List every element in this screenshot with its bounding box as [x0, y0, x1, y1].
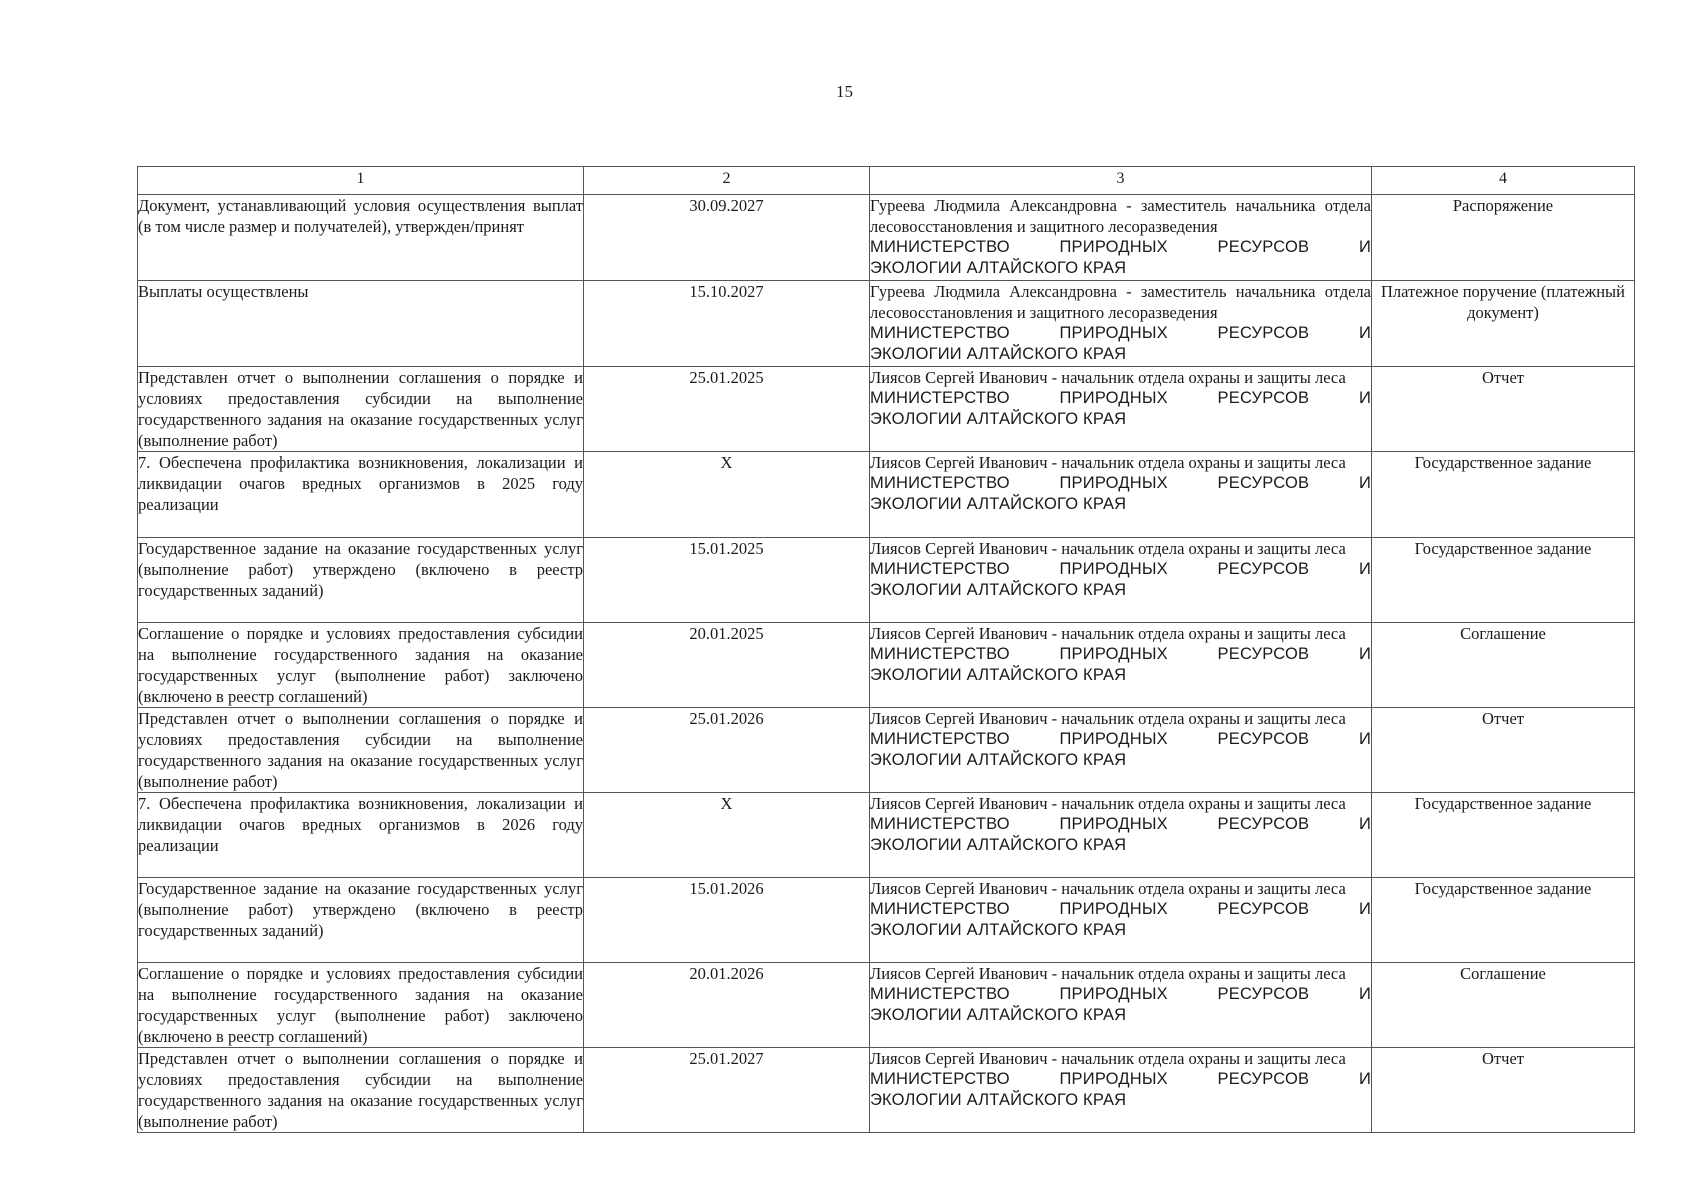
table-row — [138, 195, 1635, 281]
organization-line-1: МИНИСТЕРСТВО ПРИРОДНЫХ РЕСУРСОВ И — [870, 985, 1371, 1003]
responsible-cell — [870, 367, 1372, 452]
table-row — [138, 538, 1635, 623]
document-type-cell: Государственное задание — [1372, 793, 1635, 878]
document-type-cell: Государственное задание — [1372, 538, 1635, 623]
document-type-cell: Отчет — [1372, 1048, 1635, 1133]
responsible-cell — [870, 452, 1372, 538]
event-cell: 7. Обеспечена профилактика возникновения, локализации и ликвидации очагов вредных организмов в 2025 году реализации — [138, 452, 584, 538]
event-cell: 7. Обеспечена профилактика возникновения, локализации и ликвидации очагов вредных организмов в 2026 году реализации — [138, 793, 584, 878]
date-cell: 20.01.2025 — [584, 623, 870, 708]
table-row — [138, 281, 1635, 367]
table-row — [138, 452, 1635, 538]
organization-line-1: МИНИСТЕРСТВО ПРИРОДНЫХ РЕСУРСОВ И — [870, 1070, 1371, 1088]
responsible-person: Лиясов Сергей Иванович - начальник отдела охраны и защиты леса — [870, 453, 1346, 472]
organization-line-2: ЭКОЛОГИИ АЛТАЙСКОГО КРАЯ — [870, 1006, 1127, 1024]
responsible-person: Гуреева Людмила Александровна - заместитель начальника отдела лесовосстановления и защитного лесоразведения — [870, 282, 1371, 322]
date-cell: X — [584, 793, 870, 878]
responsible-person: Лиясов Сергей Иванович - начальник отдела охраны и защиты леса — [870, 1049, 1346, 1068]
responsible-cell — [870, 793, 1372, 878]
table-header-row — [138, 167, 1635, 195]
event-cell: Представлен отчет о выполнении соглашения о порядке и условиях предоставления субсидии на выполнение государственного задания на оказание государственных услуг (выполнение работ) — [138, 709, 583, 791]
organization-line-1: МИНИСТЕРСТВО ПРИРОДНЫХ РЕСУРСОВ И — [870, 815, 1371, 833]
organization-line-1: МИНИСТЕРСТВО ПРИРОДНЫХ РЕСУРСОВ И — [870, 560, 1371, 578]
organization-line-1: МИНИСТЕРСТВО ПРИРОДНЫХ РЕСУРСОВ И — [870, 474, 1371, 492]
date-cell: 20.01.2026 — [584, 963, 870, 1048]
event-cell: Документ, устанавливающий условия осуществления выплат (в том числе размер и получателей), утвержден/принят — [138, 195, 584, 281]
document-type-cell: Государственное задание — [1372, 452, 1635, 538]
organization-line-1: МИНИСТЕРСТВО ПРИРОДНЫХ РЕСУРСОВ И — [870, 389, 1371, 407]
organization-line-2: ЭКОЛОГИИ АЛТАЙСКОГО КРАЯ — [870, 1091, 1127, 1109]
table-row — [138, 623, 1635, 708]
table-row — [138, 963, 1635, 1048]
organization-line-2: ЭКОЛОГИИ АЛТАЙСКОГО КРАЯ — [870, 751, 1127, 769]
date-cell: 25.01.2025 — [584, 367, 870, 452]
event-cell: Представлен отчет о выполнении соглашения о порядке и условиях предоставления субсидии на выполнение государственного задания на оказание государственных услуг (выполнение работ) — [138, 368, 583, 450]
organization-line-2: ЭКОЛОГИИ АЛТАЙСКОГО КРАЯ — [870, 921, 1127, 939]
column-header-2: 2 — [584, 167, 870, 195]
date-cell: 15.01.2026 — [584, 878, 870, 963]
document-type-cell: Государственное задание — [1372, 878, 1635, 963]
document-type-cell: Отчет — [1372, 367, 1635, 452]
responsible-person: Лиясов Сергей Иванович - начальник отдела охраны и защиты леса — [870, 368, 1346, 387]
table-row — [138, 793, 1635, 878]
organization-line-2: ЭКОЛОГИИ АЛТАЙСКОГО КРАЯ — [870, 345, 1127, 363]
document-type-cell: Соглашение — [1372, 963, 1635, 1048]
event-cell: Соглашение о порядке и условиях предоставления субсидии на выполнение государственного задания на оказание государственных услуг (выполнение работ) заключено (включено в реестр соглашений) — [138, 964, 583, 1046]
table-row — [138, 1048, 1635, 1133]
organization-line-2: ЭКОЛОГИИ АЛТАЙСКОГО КРАЯ — [870, 259, 1127, 277]
date-cell: X — [584, 452, 870, 538]
event-cell: Представлен отчет о выполнении соглашения о порядке и условиях предоставления субсидии на выполнение государственного задания на оказание государственных услуг (выполнение работ) — [138, 1049, 583, 1131]
responsible-cell — [870, 538, 1372, 623]
date-cell: 15.01.2025 — [584, 538, 870, 623]
organization-line-1: МИНИСТЕРСТВО ПРИРОДНЫХ РЕСУРСОВ И — [870, 900, 1371, 918]
responsible-person: Лиясов Сергей Иванович - начальник отдела охраны и защиты леса — [870, 964, 1346, 983]
organization-line-2: ЭКОЛОГИИ АЛТАЙСКОГО КРАЯ — [870, 495, 1127, 513]
event-cell: Выплаты осуществлены — [138, 281, 584, 367]
date-cell: 15.10.2027 — [584, 281, 870, 367]
date-cell: 25.01.2026 — [584, 708, 870, 793]
column-header-4: 4 — [1372, 167, 1635, 195]
event-cell: Государственное задание на оказание государственных услуг (выполнение работ) утверждено (включено в реестр государственных заданий) — [138, 878, 584, 963]
page-number: 15 — [836, 82, 853, 101]
responsible-person: Гуреева Людмила Александровна - заместитель начальника отдела лесовосстановления и защитного лесоразведения — [870, 196, 1371, 236]
organization-line-1: МИНИСТЕРСТВО ПРИРОДНЫХ РЕСУРСОВ И — [870, 238, 1371, 256]
responsible-cell — [870, 281, 1372, 367]
column-header-3: 3 — [870, 167, 1372, 195]
responsible-cell — [870, 195, 1372, 281]
document-type-cell: Распоряжение — [1372, 195, 1635, 281]
responsible-cell — [870, 878, 1372, 963]
table-body — [138, 195, 1635, 1133]
organization-line-2: ЭКОЛОГИИ АЛТАЙСКОГО КРАЯ — [870, 581, 1127, 599]
document-type-cell: Платежное поручение (платежный документ) — [1372, 281, 1635, 367]
date-cell: 25.01.2027 — [584, 1048, 870, 1133]
responsible-cell — [870, 623, 1372, 708]
responsible-cell — [870, 963, 1372, 1048]
organization-line-2: ЭКОЛОГИИ АЛТАЙСКОГО КРАЯ — [870, 666, 1127, 684]
organization-line-1: МИНИСТЕРСТВО ПРИРОДНЫХ РЕСУРСОВ И — [870, 730, 1371, 748]
plan-table — [137, 166, 1635, 1133]
table-row — [138, 708, 1635, 793]
organization-line-2: ЭКОЛОГИИ АЛТАЙСКОГО КРАЯ — [870, 410, 1127, 428]
responsible-cell — [870, 1048, 1372, 1133]
responsible-cell — [870, 708, 1372, 793]
column-header-1: 1 — [138, 167, 584, 195]
table-row — [138, 878, 1635, 963]
responsible-person: Лиясов Сергей Иванович - начальник отдела охраны и защиты леса — [870, 709, 1346, 728]
event-cell: Соглашение о порядке и условиях предоставления субсидии на выполнение государственного задания на оказание государственных услуг (выполнение работ) заключено (включено в реестр соглашений) — [138, 624, 583, 706]
document-type-cell: Отчет — [1372, 708, 1635, 793]
table-row — [138, 367, 1635, 452]
date-cell: 30.09.2027 — [584, 195, 870, 281]
responsible-person: Лиясов Сергей Иванович - начальник отдела охраны и защиты леса — [870, 624, 1346, 643]
responsible-person: Лиясов Сергей Иванович - начальник отдела охраны и защиты леса — [870, 539, 1346, 558]
responsible-person: Лиясов Сергей Иванович - начальник отдела охраны и защиты леса — [870, 879, 1346, 898]
event-cell: Государственное задание на оказание государственных услуг (выполнение работ) утверждено (включено в реестр государственных заданий) — [138, 538, 584, 623]
responsible-person: Лиясов Сергей Иванович - начальник отдела охраны и защиты леса — [870, 794, 1346, 813]
organization-line-1: МИНИСТЕРСТВО ПРИРОДНЫХ РЕСУРСОВ И — [870, 645, 1371, 663]
organization-line-1: МИНИСТЕРСТВО ПРИРОДНЫХ РЕСУРСОВ И — [870, 324, 1371, 342]
document-type-cell: Соглашение — [1372, 623, 1635, 708]
organization-line-2: ЭКОЛОГИИ АЛТАЙСКОГО КРАЯ — [870, 836, 1127, 854]
